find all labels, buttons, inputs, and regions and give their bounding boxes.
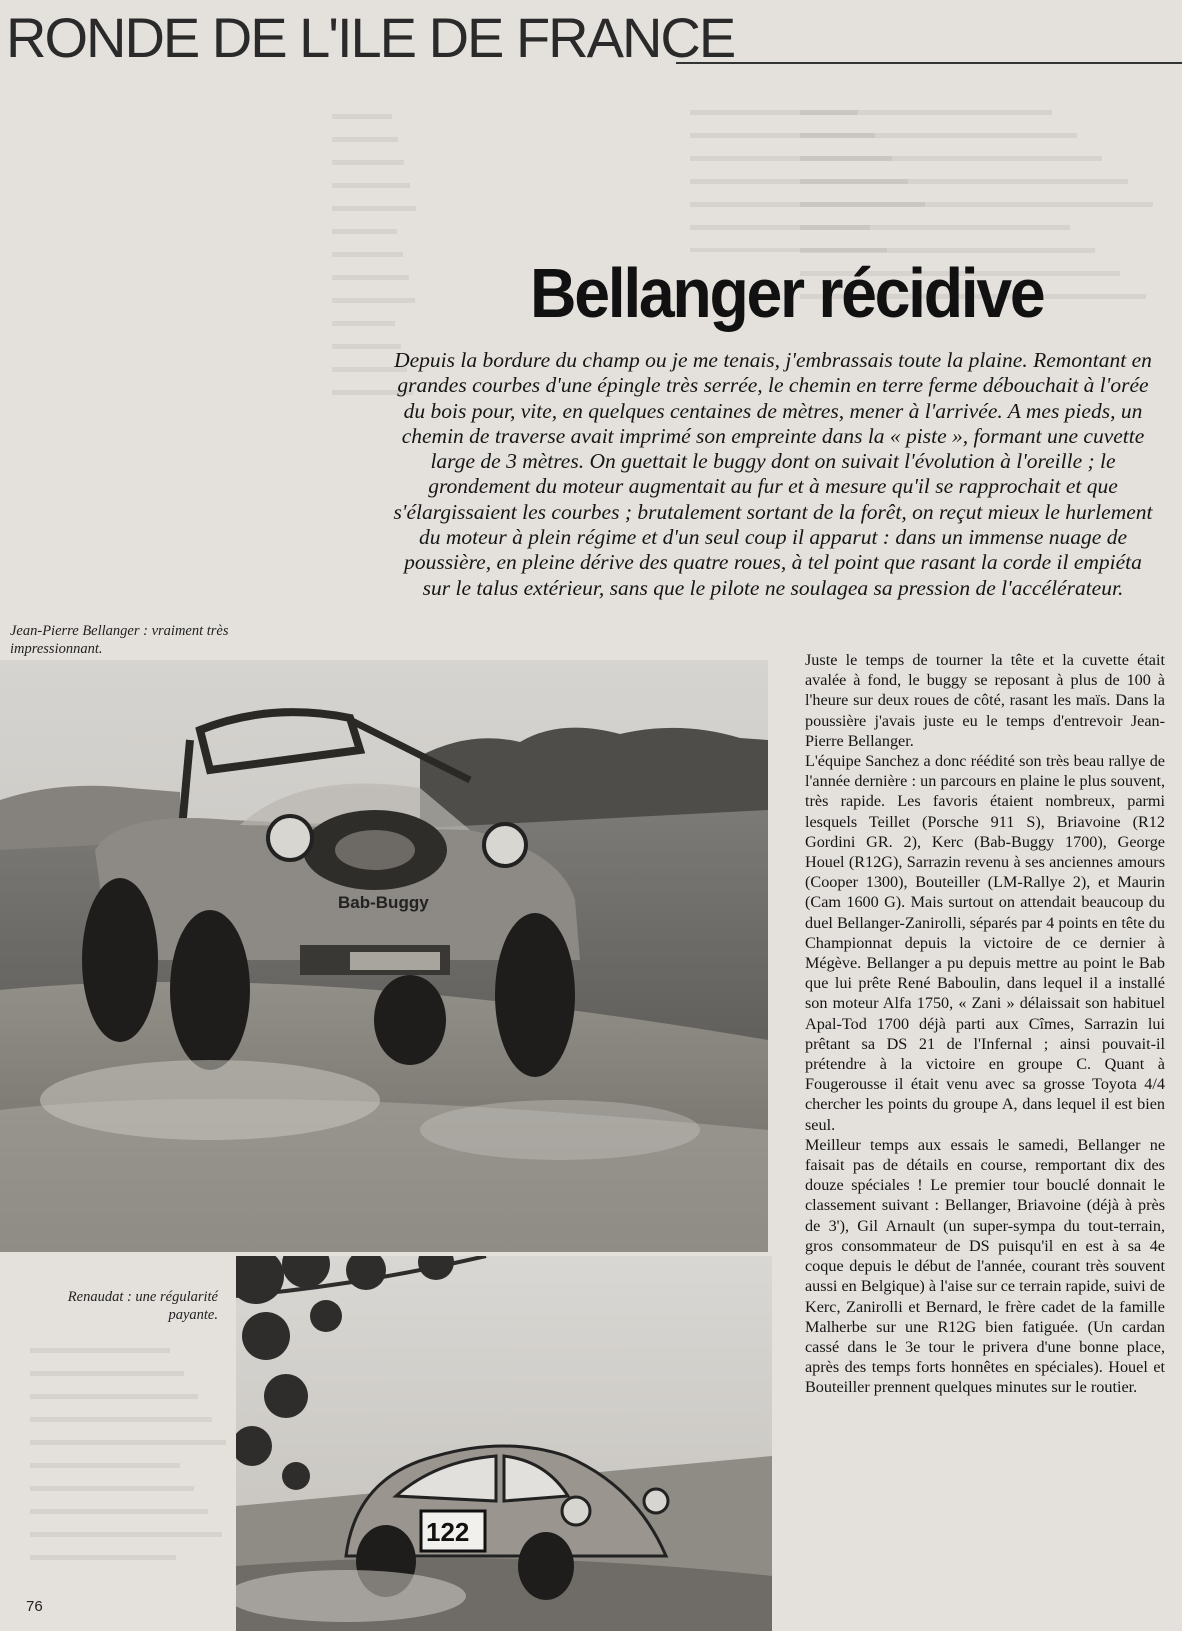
bleed-through-line (30, 1537, 176, 1560)
bleed-through-line (800, 92, 1052, 115)
bleed-through-line (800, 161, 1128, 184)
page-number: 76 (26, 1598, 43, 1615)
bleed-through-lower (30, 1330, 230, 1560)
photo-beetle (236, 1256, 772, 1631)
bleed-through-line (332, 188, 416, 211)
headline: Bellanger récidive (530, 254, 1044, 332)
bleed-through-line (332, 142, 404, 165)
bleed-through-line (800, 230, 1095, 253)
bleed-through-line (30, 1399, 212, 1422)
body-paragraph: Juste le temps de tourner la tête et la cuvette était avalée à fond, le buggy se reposant à plus de 100 à l'heure sur deux roues de côté, rasant les maïs. Dans la poussière j'avais juste eu le temps d'entrevoir Jean-Pierre Bellanger. (805, 651, 1165, 750)
bleed-through-line (800, 207, 1070, 230)
photo-buggy (0, 660, 768, 1252)
bleed-through-line (332, 257, 409, 280)
body-paragraph: Meilleur temps aux essais le samedi, Bellanger ne faisait pas de détails en course, remportant dix des douze spéciales ! Le premier tour bouclé donnait le classement suivant : Bellanger, Briavoine (déjà à près de 3'), Gil Arnault (un super-sympa du tout-terrain, gros consommateur de DS puisqu'il en est à sa 4e coque depuis le début de l'année, courant très souvent aussi en Belgique) à l'aise sur ce terrain rapide, suivi de Kerc, Zanirolli et Bernard, le frère cadet de la famille Malherbe sur une R12G bien fatiguée. (Un cardan cassé dans le 3e tour le privera d'une bonne place, après des temps forts honnêtes en spéciales). Houel et Bouteiller prennent quelques minutes sur le routier. (805, 1135, 1165, 1397)
bleed-through-line (800, 115, 1077, 138)
bleed-through-line (30, 1422, 226, 1445)
bleed-through-line (332, 211, 397, 234)
bleed-through-line (332, 280, 415, 303)
bleed-through-line (332, 303, 395, 326)
bleed-through-line (800, 184, 1153, 207)
buggy-plate-text: Bab-Buggy (338, 893, 429, 912)
bleed-through-line (332, 326, 401, 349)
bleed-through-line (30, 1514, 222, 1537)
article-body (805, 650, 1165, 1398)
rubric-rule (676, 62, 1182, 64)
bleed-through-line (332, 234, 403, 257)
photo-caption-bellanger: Jean-Pierre Bellanger : vraiment très impressionnant. (10, 623, 229, 657)
section-rubric: RONDE DE L'ILE DE FRANCE (6, 6, 735, 69)
car-number-text: 122 (426, 1517, 470, 1547)
photo-caption-renaudat: Renaudat : une régularité payante. (67, 1289, 218, 1323)
bleed-through-line (332, 165, 410, 188)
bleed-through-line (332, 395, 393, 406)
bleed-through-line (30, 1445, 180, 1468)
bleed-through-line (332, 119, 398, 142)
bleed-through-line (30, 1376, 198, 1399)
bleed-through-line (30, 1330, 170, 1353)
bleed-through-line (30, 1491, 208, 1514)
bleed-through-line (332, 96, 392, 119)
bleed-through-line (30, 1468, 194, 1491)
bleed-through-line (800, 138, 1102, 161)
bleed-through-line (30, 1353, 184, 1376)
body-paragraph: L'équipe Sanchez a donc réédité son très beau rallye de l'année dernière : un parcours en plaine le plus souvent, très rapide. Les favoris étaient nombreux, parmi lesquels Teillet (Porsche 911 S), Briavoine (R12 Gordini GR. 2), Kerc (Bab-Buggy 1700), George Houel (R12G), Sarrazin revenu à ses anciennes amours (Cooper 1300), Bouteiller (LM-Rallye 2), et Maurin (Cam 1600 G). Mais surtout on attendait beaucoup du duel Bellanger-Zanirolli, séparés par 4 points en tête du Championnat depuis la victoire de ce dernier à Mégève. Bellanger a pu depuis mettre au point le Bab que lui prête René Baboulin, dans lequel il a installé son moteur Alfa 1750, « Zani » délaissait son habituel Apal-Tod 1700 déjà parti aux Cîmes, Sarrazin lui prêtant sa DS 21 de l'Infernal ; ainsi pouvait-il prétendre à la victoire en groupe C. Quant à Fougerousse il était venu avec sa grosse Toyota 4/4 chercher les points du groupe A, dans lequel il est bien seul. (805, 752, 1165, 1134)
intro-paragraph: Depuis la bordure du champ ou je me tenais, j'embrassais toute la plaine. Remontant en grandes courbes d'une épingle très serrée, le chemin en terre ferme débouchait à l'orée du bois pour, vite, en quelques centaines de mètres, mener à l'arrivée. A mes pieds, un chemin de traverse avait imprimé son empreinte dans la « piste », formant une cuvette large de 3 mètres. On guettait le buggy dont on suivait l'évolution à l'oreille ; le grondement du moteur augmentait au fur et à mesure qu'il se rapprochait et que s'élargissaient les courbes ; brutalement sortant de la forêt, on reçut mieux le hurlement du moteur à plein régime et d'un seul coup il apparut : dans un immense nuage de poussière, en pleine dérive des quatre roues, à tel point que rasant la corde il empiéta sur le talus extérieur, sans que le pilote ne soulagea sa pression de l'accélérateur. (393, 348, 1153, 600)
